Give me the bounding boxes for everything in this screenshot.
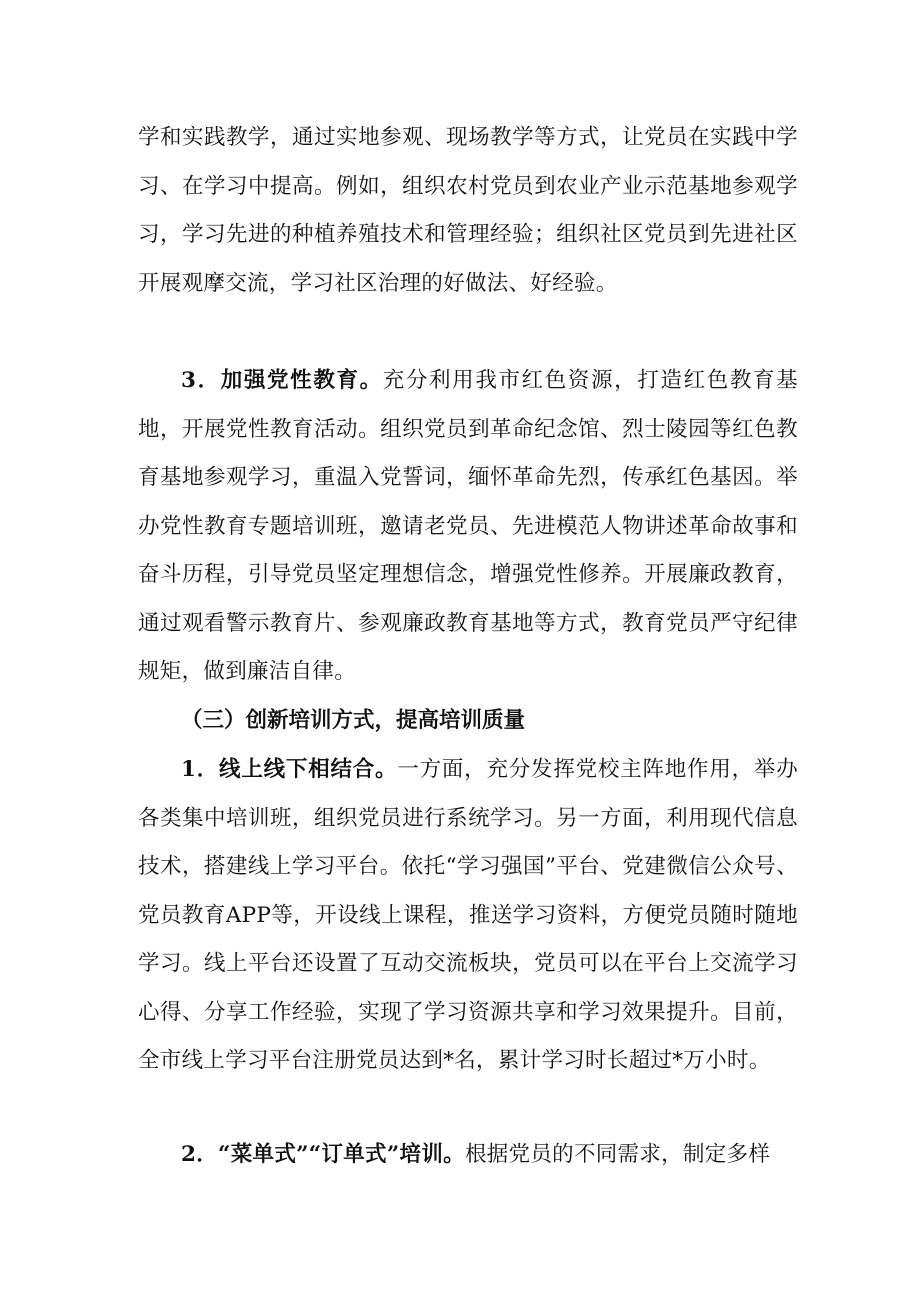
paragraph-practice-teaching [138, 114, 798, 308]
paragraph-text: 学和实践教学，通过实地参观、现场教学等方式，让党员在实践中学习、在学习中提高。例如，组织农村党员到农业产业示范基地参观学习，学习先进的种植养殖技术和管理经验；组织社区党员到先进社区开展观摩交流，学习社区治理的好做法、好经验。 [138, 125, 798, 296]
paragraph-text: 充分利用我市红色资源，打造红色教育基地，开展党性教育活动。组织党员到革命纪念馆、烈士陵园等红色教育基地参观学习，重温入党誓词，缅怀革命先烈，传承红色基因。举办党性教育专题培训班，邀请老党员、先进模范人物讲述革命故事和奋斗历程，引导党员坚定理想信念，增强党性修养。开展廉政教育，通过观看警示教育片、参观廉政教育基地等方式，教育党员严守纪律规矩，做到廉洁自律。 [138, 368, 798, 684]
paragraph-text: 根据党员的不同需求，制定多样 [464, 1142, 771, 1167]
paragraph-party-spirit-education [138, 357, 798, 697]
paragraph-menu-order-training [138, 1131, 798, 1180]
section-heading: （三）创新培训方式，提高培训质量 [181, 708, 526, 733]
paragraph-lead: 2．“菜单式”“订单式”培训。 [181, 1142, 465, 1167]
paragraph-online-offline [138, 746, 798, 1086]
paragraph-text: 一方面，充分发挥党校主阵地作用，举办各类集中培训班，组织党员进行系统学习。另一方面，利用现代信息技术，搭建线上学习平台。依托“学习强国”平台、党建微信公众号、党员教育APP等，开设线上课程，推送学习资料，方便党员随时随地学习。线上平台还设置了互动交流板块，党员可以在平台上交流学习心得、分享工作经验，实现了学习资源共享和学习效果提升。目前，全市线上学习平台注册党员达到*名，累计学习时长超过*万小时。 [138, 757, 798, 1073]
paragraph-lead: 1．线上线下相结合。 [181, 757, 398, 782]
paragraph-lead: 3．加强党性教育。 [181, 368, 383, 393]
